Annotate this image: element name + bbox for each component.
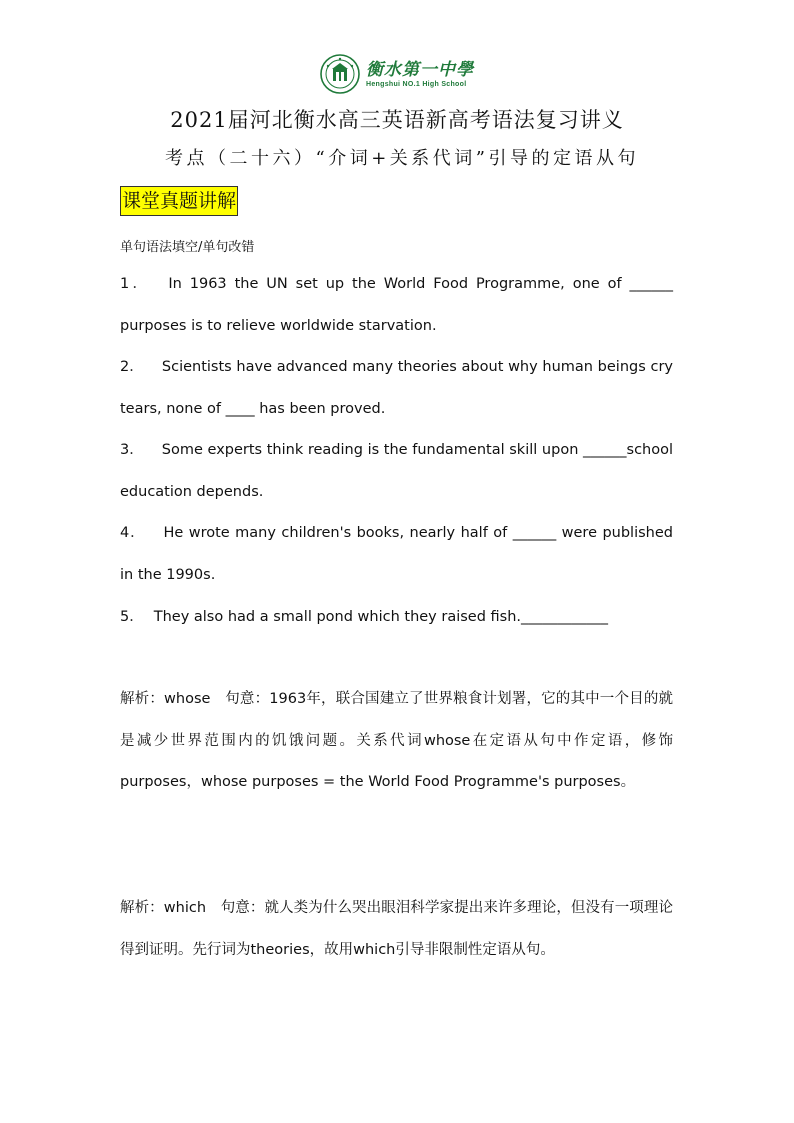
question-item bbox=[120, 263, 673, 347]
analysis-paragraph: 解析：which 句意：就人类为什么哭出眼泪科学家提出来许多理论，但没有一项理论得到证明。先行词为theories，故用which引导非限制性定语从句。 bbox=[120, 900, 673, 958]
school-name-cn: 衡水第一中學 bbox=[366, 59, 474, 80]
exercise-type-label: 单句语法填空/单句改错 bbox=[120, 240, 255, 255]
question-number: 1． bbox=[120, 276, 151, 292]
section-heading: 课堂真题讲解 bbox=[120, 186, 238, 216]
document-subtitle: 考点（二十六）“介词+关系代词”引导的定语从句 bbox=[165, 148, 639, 169]
analysis-paragraph: 解析：whose 句意：1963年，联合国建立了世界粮食计划署，它的其中一个目的就是减少世界范围内的饥饿问题。关系代词whose在定语从句中作定语，修饰purposes，whose purposes = the World Food Programme's purposes。 bbox=[120, 691, 673, 790]
question-item bbox=[120, 346, 673, 430]
document-title: 2021届河北衡水高三英语新高考语法复习讲义 bbox=[170, 108, 624, 132]
question-number: 5． bbox=[120, 609, 144, 625]
question-item bbox=[120, 596, 673, 638]
question-item bbox=[120, 429, 673, 513]
question-number: 4． bbox=[120, 525, 146, 541]
school-seal-icon bbox=[320, 54, 360, 94]
question-number: 2． bbox=[120, 359, 144, 375]
question-item bbox=[120, 512, 673, 596]
school-logo bbox=[0, 54, 794, 94]
question-text: Scientists have advanced many theories about why human beings cry tears, none of ____ has been proved. bbox=[120, 359, 673, 417]
question-number: 3． bbox=[120, 442, 144, 458]
question-text: They also had a small pond which they raised fish.____________ bbox=[153, 609, 609, 625]
question-text: He wrote many children's books, nearly half of ______ were published in the 1990s. bbox=[120, 525, 673, 583]
question-text: Some experts think reading is the fundamental skill upon ______school education depends. bbox=[120, 442, 673, 500]
question-text: In 1963 the UN set up the World Food Programme, one of ______ purposes is to relieve worldwide starvation. bbox=[120, 276, 673, 334]
school-name-en: Hengshui NO.1 High School bbox=[366, 80, 467, 88]
